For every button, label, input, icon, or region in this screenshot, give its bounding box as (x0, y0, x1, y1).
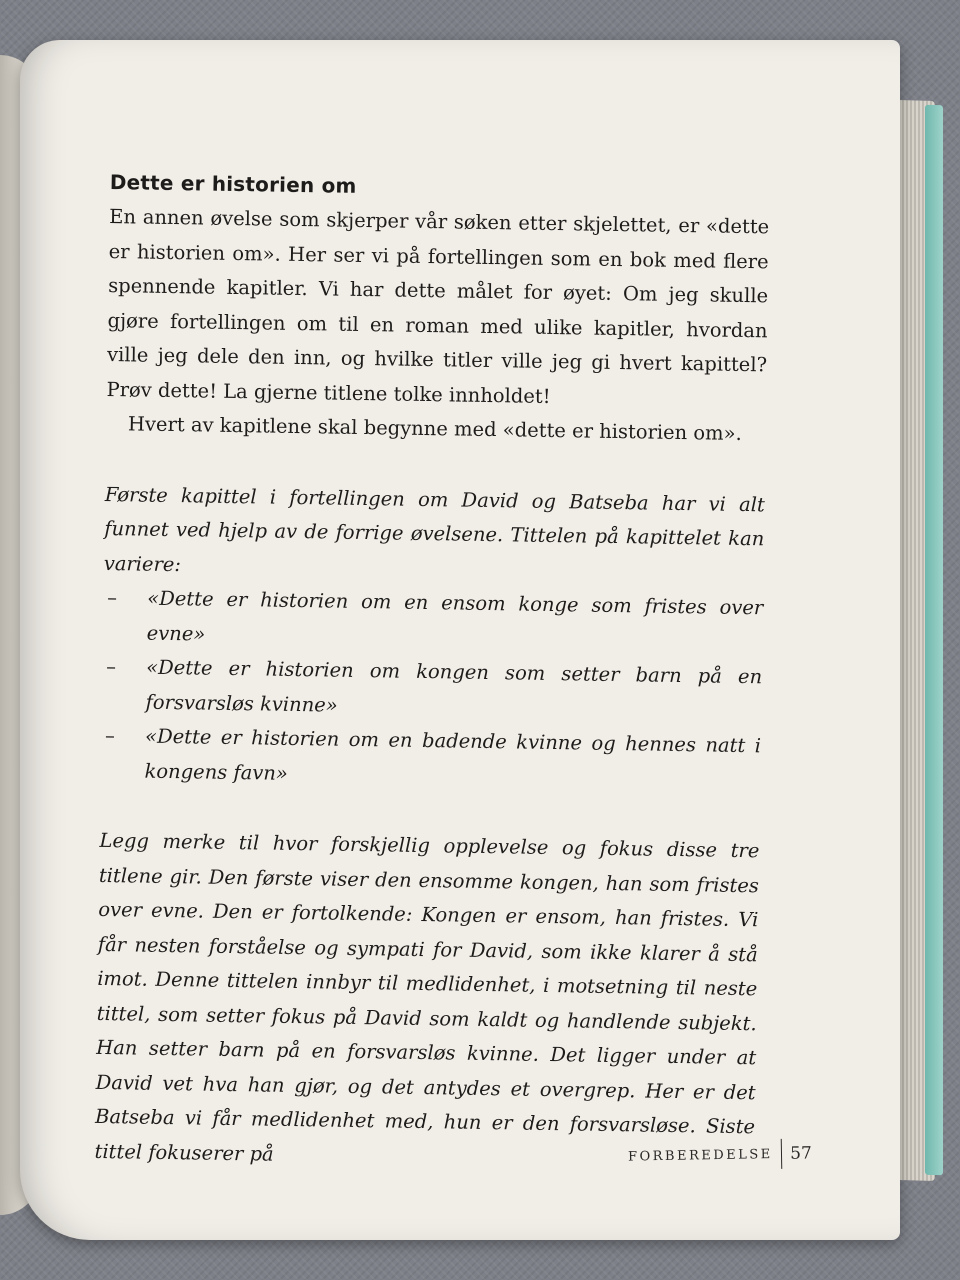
dash-bullet: – (107, 586, 118, 610)
page-footer (628, 1138, 812, 1171)
dash-bullet: – (106, 655, 117, 679)
list-item (102, 581, 763, 660)
list-item (101, 650, 762, 729)
page-number: 57 (790, 1143, 813, 1164)
running-footer-section: FORBEREDELSE (627, 1146, 773, 1165)
book-cover-edge (925, 105, 943, 1175)
example-titles-list (100, 581, 763, 798)
list-item (100, 719, 761, 798)
analysis-paragraph: Legg merke til hvor forskjellig opplevelse og fokus disse tre titlene gir. Den første viser den ensomme kongen, han som fristes over evne. Den er fortolkende: Kongen er ensom, han fristes. Vi får nesten forståelse og sympati for David, som ikke klarer å stå imot. Denne tittelen innbyr til medlidenhet, i motsetning til neste tittel, som setter fokus på David som kaldt og handlende subjekt. Han setter barn på en forsvarsløs kvinne. Det ligger under at David vet hva han gjør, og det antydes et overgrep. Her er det Batseba vi får medlidenhet med, hun er den forsvarsløse. Siste tittel fokuserer på (94, 828, 760, 1166)
example-title: «Dette er historien om en ensom konge som fristes over evne» (146, 586, 764, 646)
book-page (20, 40, 900, 1240)
section-heading: Dette er historien om (109, 170, 357, 198)
example-title: «Dette er historien om kongen som setter barn på en forsvarsløs kvinne» (145, 655, 763, 717)
example-title: «Dette er historien om en badende kvinne og hennes natt i kongens favn» (144, 724, 762, 785)
footer-divider (780, 1139, 782, 1169)
dash-bullet: – (104, 723, 116, 748)
instruction-paragraph: Hvert av kapitlene skal begynne med «dette er historien om». (127, 412, 742, 445)
intro-paragraph: En annen øvelse som skjerper vår søken etter skjelettet, er «dette er historien om». Her ser vi på fortellingen som en bok med flere spennende kapitler. Vi har dette målet for øyet: Om jeg skulle gjøre fortellingen om til en roman med ulike kapitler, hvordan ville jeg dele den inn, og hvilke titler ville jeg gi hvert kapittel? Prøv dette! La gjerne titlene tolke innholdet! (106, 204, 770, 408)
example-intro: Første kapittel i fortellingen om David og Batseba har vi alt funnet ved hjelp av de forrige øvelsene. Tittelen på kapittelet kan variere: (103, 482, 766, 576)
page-text (94, 170, 770, 1179)
